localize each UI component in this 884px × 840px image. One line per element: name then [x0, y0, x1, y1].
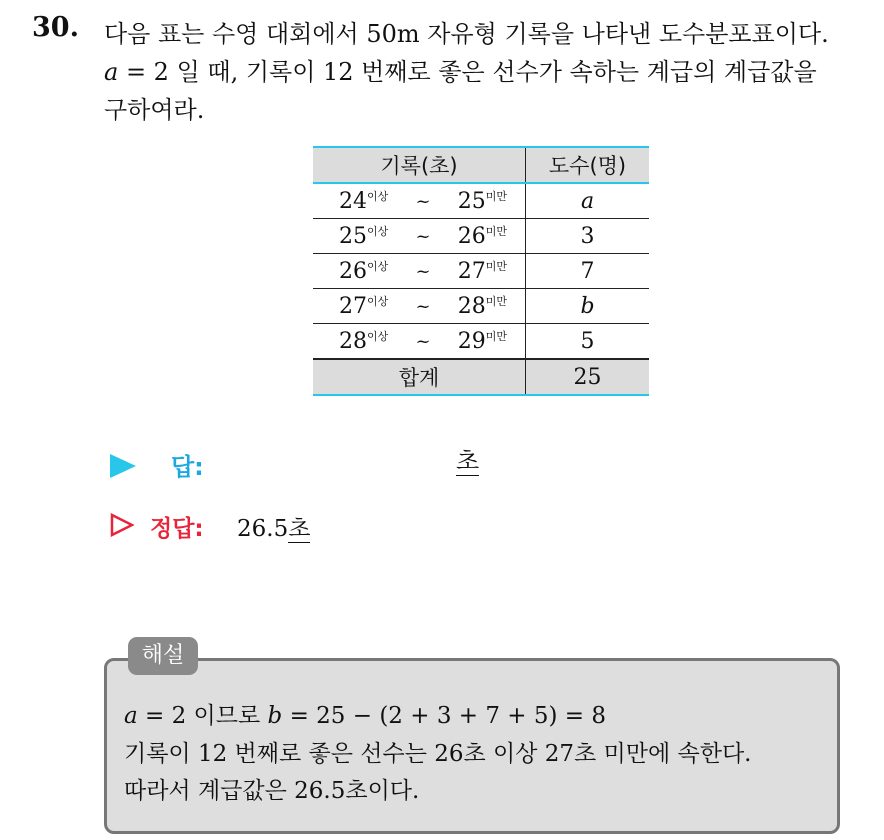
question-number: 30. [32, 12, 79, 43]
sup-upper: 미만 [485, 190, 507, 203]
correct-answer-unit: 초 [288, 516, 311, 542]
class-frequency: 7 [526, 254, 650, 289]
tilde: ~ [415, 295, 431, 317]
solution-line-2: 기록이 12 번째로 좋은 선수는 26초 이상 27초 미만에 속한다. [124, 741, 752, 767]
range-high: 26 [457, 224, 486, 249]
tilde: ~ [415, 330, 431, 352]
sup-upper: 미만 [485, 330, 507, 343]
class-frequency: a [526, 183, 650, 219]
table-row [313, 324, 649, 360]
header-frequency: 도수(명) [526, 147, 650, 183]
header-record: 기록(초) [313, 147, 526, 183]
tilde: ~ [415, 225, 431, 247]
range-low: 24 [339, 189, 367, 214]
tilde: ~ [415, 190, 431, 212]
solution-line-3: 따라서 계급값은 26.5초이다. [124, 778, 420, 804]
answer-triangle-icon [110, 454, 136, 478]
sup-lower: 이상 [367, 225, 389, 238]
variable-a: a [124, 703, 138, 729]
class-frequency: 5 [526, 324, 650, 360]
class-range [313, 324, 526, 360]
table-row [313, 289, 649, 324]
range-low: 25 [339, 224, 367, 249]
answer-label: 답: [171, 453, 204, 481]
total-value: 25 [526, 359, 650, 395]
range-high: 28 [457, 294, 486, 319]
correct-answer-value: 26.5 [237, 516, 289, 542]
table-total-row [313, 359, 649, 395]
sup-upper: 미만 [485, 295, 507, 308]
tilde: ~ [415, 260, 431, 282]
range-low: 26 [339, 259, 367, 284]
sup-upper: 미만 [485, 225, 507, 238]
solution-line-1-mid: = 2 이므로 [137, 703, 268, 729]
class-frequency: 3 [526, 219, 650, 254]
question-line-3: 구하여라. [104, 96, 205, 124]
solution-tab: 해설 [128, 637, 198, 675]
frequency-table [313, 146, 649, 396]
sup-lower: 이상 [367, 330, 389, 343]
total-label: 합계 [313, 359, 526, 395]
range-low: 28 [339, 329, 367, 354]
question-line-2 [104, 52, 817, 87]
class-range [313, 183, 526, 219]
range-high: 25 [457, 189, 486, 214]
answer-unit: 초 [456, 447, 480, 475]
range-high: 27 [457, 259, 486, 284]
solution-line-1 [124, 697, 606, 730]
sup-lower: 이상 [367, 295, 389, 308]
sup-lower: 이상 [367, 190, 389, 203]
class-frequency: b [526, 289, 650, 324]
correct-triangle-icon [110, 513, 134, 537]
table-header-row [313, 147, 649, 183]
sup-upper: 미만 [485, 260, 507, 273]
solution-line-1-rest: = 25 − (2 + 3 + 7 + 5) = 8 [282, 703, 607, 729]
table-row [313, 254, 649, 289]
table-row [313, 219, 649, 254]
sup-lower: 이상 [367, 260, 389, 273]
range-high: 29 [457, 329, 486, 354]
table-row [313, 183, 649, 219]
variable-b: b [267, 703, 283, 729]
correct-answer [237, 510, 310, 543]
range-low: 27 [339, 294, 367, 319]
question-line-1: 다음 표는 수영 대회에서 50m 자유형 기록을 나타낸 도수분포표이다. [104, 20, 829, 48]
class-range [313, 254, 526, 289]
question-line-2-text: = 2 일 때, 기록이 12 번째로 좋은 선수가 속하는 계급의 계급값을 [118, 58, 817, 86]
correct-answer-label: 정답: [150, 516, 204, 542]
class-range [313, 289, 526, 324]
variable-a: a [104, 58, 119, 86]
class-range [313, 219, 526, 254]
